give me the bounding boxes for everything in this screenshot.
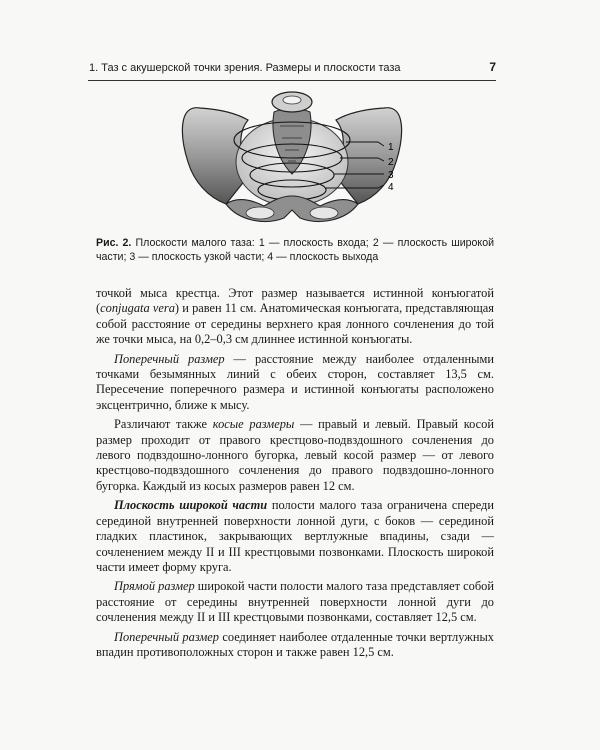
- paragraph-direct-size: Прямой размер широкой части полости малого таза представляет собой расстояние от середины внутренней поверхности лонной дуги до сочленения между II и III крестцовыми позвонками, составляет 12,5 см.: [96, 579, 494, 625]
- left-obturator-foramen: [246, 207, 274, 219]
- running-head: [88, 58, 496, 81]
- term: Прямой размер: [114, 579, 195, 594]
- running-head-title: 1. Таз с акушерской точки зрения. Размеры и плоскости таза: [89, 62, 401, 74]
- body-text: [96, 286, 494, 660]
- right-obturator-foramen: [310, 207, 338, 219]
- callout-1: 1: [388, 142, 394, 153]
- figure-caption: [96, 236, 494, 264]
- callout-3: 3: [388, 170, 394, 181]
- term: Поперечный размер: [114, 351, 225, 366]
- callout-2: 2: [388, 157, 394, 168]
- caption-label: Рис. 2.: [96, 237, 132, 249]
- pelvis-illustration: [88, 82, 496, 232]
- caption-text: Плоскости малого таза: 1 — плоскость входа; 2 — плоскость широкой части; 3 — плоскость узкой части; 4 — плоскость выхода: [96, 237, 494, 263]
- pubic-arch: [226, 196, 358, 222]
- paragraph-transverse-size-wide: Поперечный размер соединяет наиболее отдаленные точки вертлужных впадин противоположных сторон и также равен 12,5 см.: [96, 629, 494, 659]
- paragraph-wide-plane: Плоскость широкой части полости малого таза ограничена спереди серединой внутренней поверхности лонной дуги, с боков — серединой гладких пластинок, закрывающих вертлужные впадины, сзади — сочленением между II и III крестцовыми позвонками. Плоскость широкой части имеет форму круга.: [96, 498, 494, 574]
- term: Плоскость широкой части: [114, 498, 268, 513]
- term: Поперечный размер: [114, 629, 219, 644]
- callout-4: 4: [388, 182, 394, 193]
- paragraph-conjugata: точкой мыса крестца. Этот размер называется истинной конъюгатой (conjugata vera) и равен 11 см. Анатомическая конъюгата, представляющая собой расстояние от середины верхнего края лонного сочленения до той же точки мыса, на 0,2–0,3 см длиннее истинной конъюгаты.: [96, 286, 494, 347]
- paragraph-oblique-sizes: Различают также косые размеры — правый и левый. Правый косой размер проходит от правого крестцово-подвздошного сочленения до левого подвздошно-лонного бугорка, левый косой размер — от левого крестцово-подвздошного сочленения до правого подвздошно-лонного бугорка. Каждый из косых размеров равен 12 см.: [96, 417, 494, 493]
- page-number: 7: [489, 60, 496, 74]
- pelvis-planes-figure: [88, 82, 496, 232]
- term: косые размеры: [212, 417, 295, 432]
- latin-term: conjugata vera: [100, 301, 175, 316]
- paragraph-transverse-size: Поперечный размер — расстояние между наиболее отдаленными точками безымянных линий с обеих сторон, составляет 13,5 см. Пересечение поперечного размера и истинной конъюгаты расположено эксцентрично, ближе к мысу.: [96, 351, 494, 412]
